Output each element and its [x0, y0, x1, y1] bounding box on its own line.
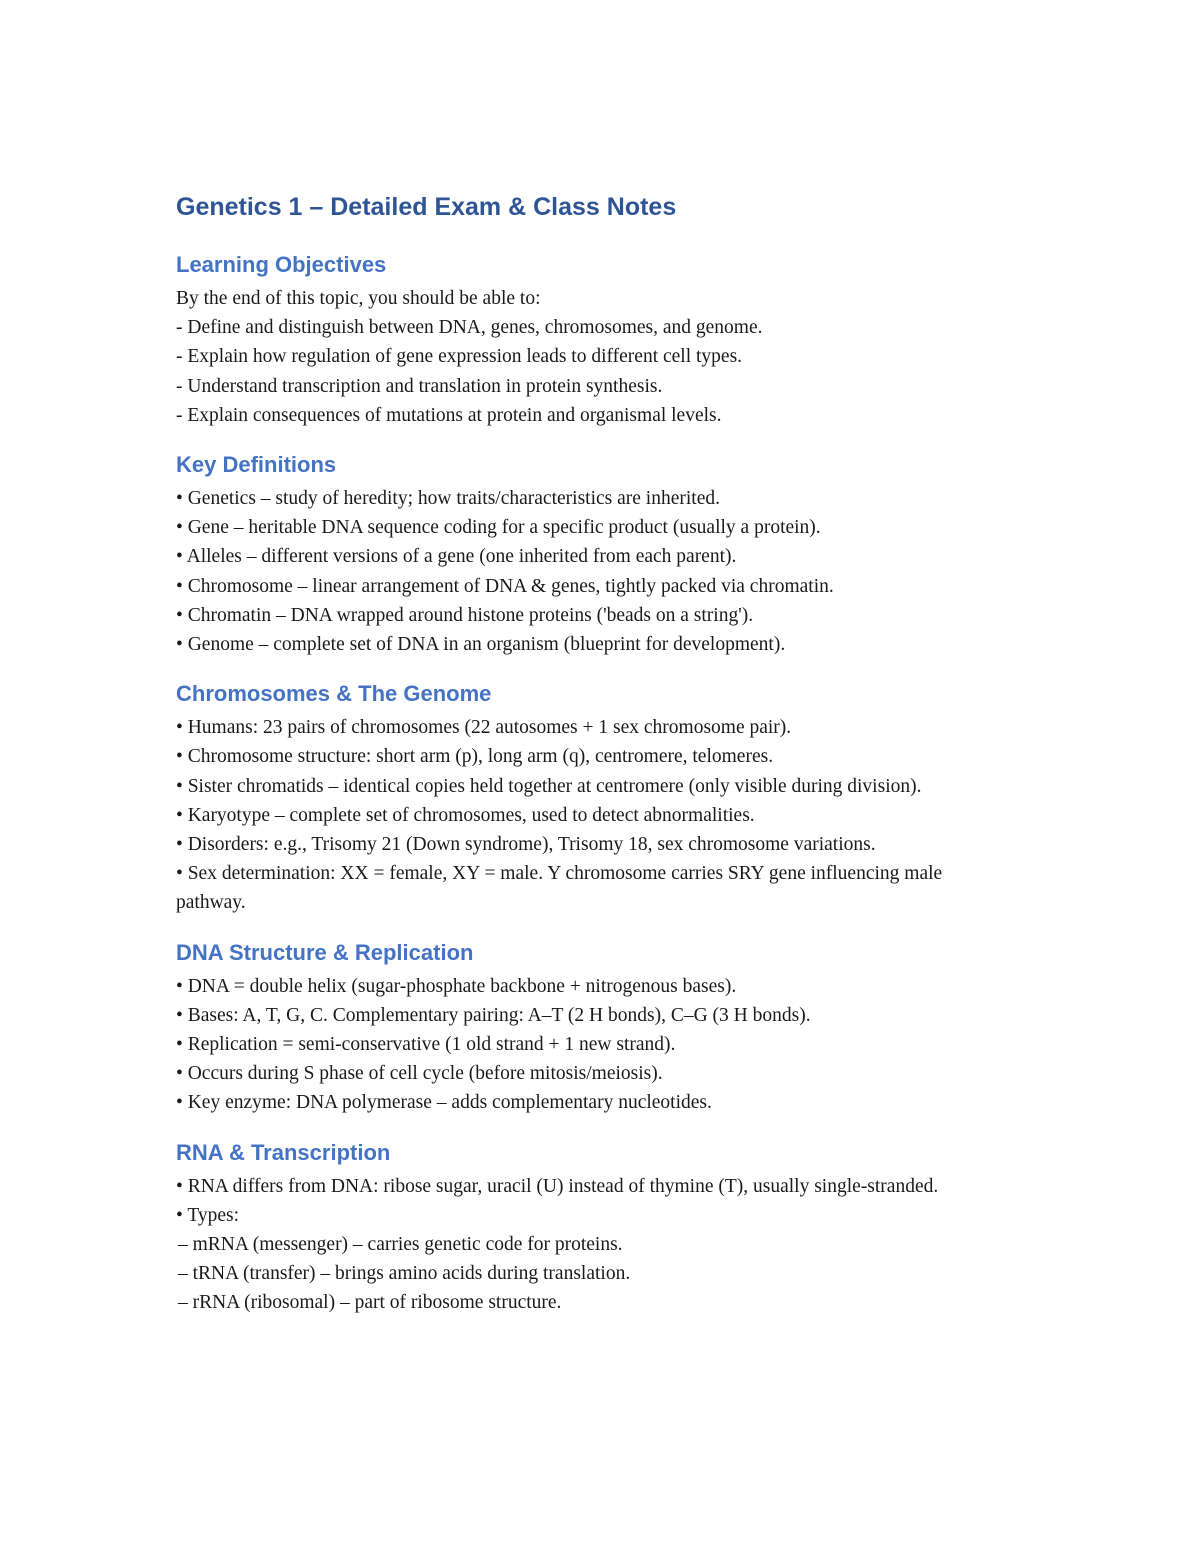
bullet-item: • Replication = semi-conservative (1 old strand + 1 new strand). [176, 1034, 676, 1056]
section-learning-objectives [176, 250, 1006, 430]
bullet-item: • Chromosome – linear arrangement of DNA & genes, tightly packed via chromatin. [176, 575, 834, 597]
section-chromosomes-genome [176, 679, 1006, 917]
sub-item: – mRNA (messenger) – carries genetic code for proteins. [178, 1234, 623, 1256]
section-heading: RNA & Transcription [176, 1139, 391, 1165]
bullet-item: • Genome – complete set of DNA in an organism (blueprint for development). [176, 634, 786, 656]
text-line: By the end of this topic, you should be able to: [176, 288, 541, 309]
text-line: - Explain consequences of mutations at protein and organismal levels. [176, 404, 722, 426]
section-heading: DNA Structure & Replication [176, 939, 474, 965]
text-line: - Understand transcription and translation in protein synthesis. [176, 375, 663, 397]
bullet-item: • DNA = double helix (sugar-phosphate backbone + nitrogenous bases). [176, 975, 737, 997]
bullet-item: • Key enzyme: DNA polymerase – adds complementary nucleotides. [176, 1092, 712, 1114]
document-title: Genetics 1 – Detailed Exam & Class Notes [176, 193, 677, 221]
bullet-item: • Gene – heritable DNA sequence coding for a specific product (usually a protein). [176, 517, 821, 539]
bullet-item: • Types: [176, 1204, 240, 1226]
text-line: - Define and distinguish between DNA, genes, chromosomes, and genome. [176, 317, 763, 339]
bullet-item: • Bases: A, T, G, C. Complementary pairing: A–T (2 H bonds), C–G (3 H bonds). [176, 1004, 811, 1026]
sub-item: – tRNA (transfer) – brings amino acids during translation. [178, 1263, 631, 1285]
bullet-item: • Occurs during S phase of cell cycle (before mitosis/meiosis). [176, 1063, 663, 1085]
section-dna-structure [176, 938, 1006, 1118]
bullet-item: • Alleles – different versions of a gene (one inherited from each parent). [176, 546, 737, 568]
section-key-definitions [176, 450, 1006, 659]
bullet-item: • Sister chromatids – identical copies held together at centromere (only visible during division). [176, 775, 922, 797]
bullet-item: • Humans: 23 pairs of chromosomes (22 autosomes + 1 sex chromosome pair). [176, 717, 792, 739]
bullet-item: • Karyotype – complete set of chromosomes, used to detect abnormalities. [176, 804, 755, 826]
section-heading: Key Definitions [176, 452, 337, 478]
section-rna-transcription [176, 1138, 1006, 1318]
bullet-item: • RNA differs from DNA: ribose sugar, uracil (U) instead of thymine (T), usually single-stranded. [176, 1175, 939, 1197]
bullet-item: • Genetics – study of heredity; how traits/characteristics are inherited. [176, 488, 720, 510]
bullet-item: • Sex determination: XX = female, XY = male. Y chromosome carries SRY gene influencing male pathway. [176, 863, 943, 914]
section-heading: Learning Objectives [176, 252, 387, 277]
text-line: - Explain how regulation of gene expression leads to different cell types. [176, 346, 743, 368]
bullet-item: • Chromatin – DNA wrapped around histone proteins ('beads on a string'). [176, 604, 754, 626]
bullet-item: • Chromosome structure: short arm (p), long arm (q), centromere, telomeres. [176, 746, 774, 768]
section-heading: Chromosomes & The Genome [176, 681, 492, 707]
document-page [176, 190, 1006, 1318]
bullet-item: • Disorders: e.g., Trisomy 21 (Down syndrome), Trisomy 18, sex chromosome variations. [176, 834, 876, 856]
sub-item: – rRNA (ribosomal) – part of ribosome structure. [178, 1292, 562, 1314]
